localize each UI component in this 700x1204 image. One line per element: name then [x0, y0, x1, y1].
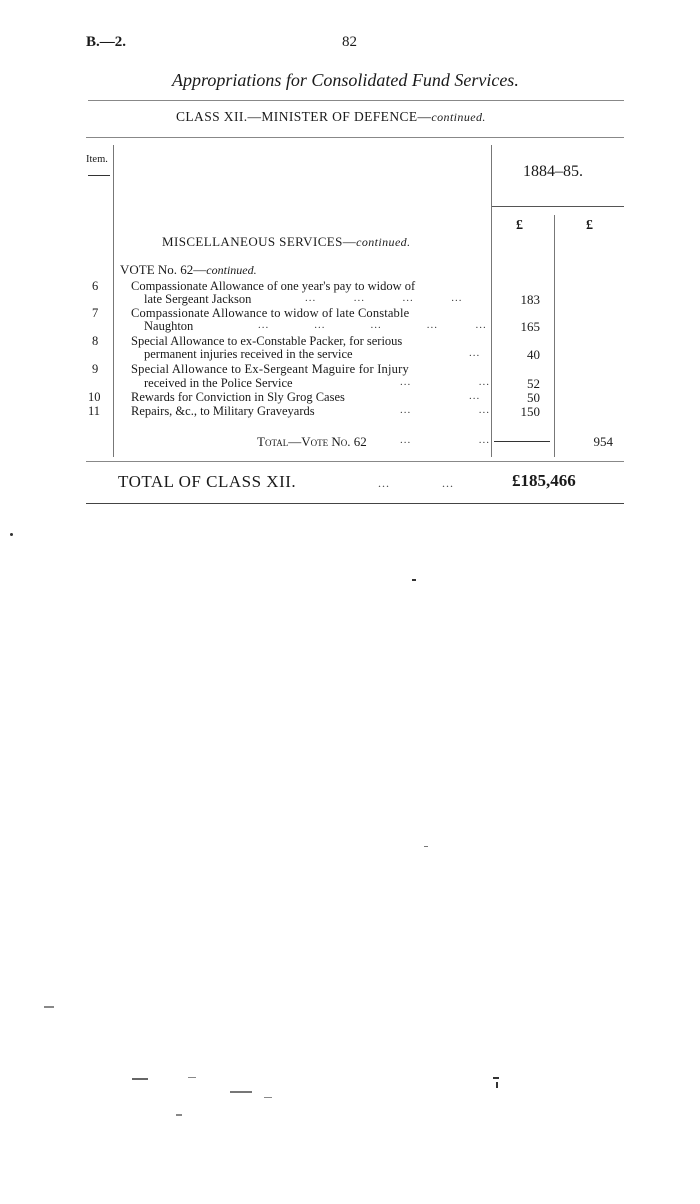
scan-speck — [496, 1082, 498, 1088]
item-amount: 183 — [520, 292, 540, 307]
leader-dots: ... ... — [378, 476, 454, 490]
class-total-label: TOTAL OF CLASS XII. — [118, 472, 297, 491]
item-description: Compassionate Allowance of one year's pay to widow of — [131, 279, 416, 293]
item-description: Special Allowance to ex-Constable Packer, for serious — [131, 334, 403, 348]
final-rule — [86, 503, 624, 504]
item-amount: 165 — [520, 319, 540, 334]
item-description: Rewards for Conviction in Sly Grog Cases — [131, 390, 345, 404]
currency-left: £ — [516, 218, 523, 233]
subtotal-rule — [494, 441, 550, 442]
scan-speck — [264, 1097, 272, 1098]
vote-total-label: Total—Vote No. 62 — [257, 434, 367, 449]
item-description-continued: late Sergeant Jackson — [144, 292, 252, 306]
item-number: 11 — [88, 404, 101, 418]
year-underline — [492, 206, 624, 207]
class-heading-continued: continued. — [431, 110, 486, 124]
table-bottom-rule — [86, 461, 624, 462]
item-column-divider — [113, 145, 114, 457]
item-amount: 52 — [527, 376, 540, 391]
year-header: 1884–85. — [523, 163, 583, 180]
item-description: Repairs, &c., to Military Graveyards — [131, 404, 315, 418]
item-header: Item. — [86, 154, 108, 165]
item-description-continued: permanent injuries received in the service — [144, 347, 353, 361]
amount-column-divider — [491, 145, 492, 457]
leader-dots: ... — [469, 347, 481, 359]
scan-speck — [132, 1078, 148, 1080]
scan-speck — [188, 1077, 196, 1078]
section-heading-continued: continued. — [356, 235, 411, 249]
item-number: 9 — [92, 362, 99, 376]
scan-speck — [424, 846, 428, 847]
section-heading — [162, 234, 410, 250]
class-heading-text: CLASS XII.—MINISTER OF DEFENCE— — [176, 109, 432, 124]
scan-speck — [176, 1114, 182, 1116]
item-amount: 150 — [520, 404, 540, 419]
leader-dots: ... ... — [400, 404, 490, 416]
vote-heading — [120, 262, 257, 278]
page-reference: B.—2. — [86, 34, 127, 50]
item-description-continued: Naughton — [144, 319, 194, 333]
item-number: 10 — [88, 390, 101, 404]
leader-dots: ... ... ... ... ... — [258, 319, 487, 331]
currency-right: £ — [586, 218, 593, 233]
section-heading-text: MISCELLANEOUS SERVICES— — [162, 234, 357, 249]
item-header-rule — [88, 175, 110, 176]
item-description-continued: received in the Police Service — [144, 376, 293, 390]
scan-speck — [493, 1077, 499, 1079]
scan-speck — [412, 579, 416, 581]
currency-column-divider — [554, 215, 555, 457]
table-top-rule — [86, 137, 624, 138]
class-total-amount: £185,466 — [512, 471, 576, 490]
vote-heading-continued: continued. — [206, 263, 257, 277]
item-amount: 50 — [527, 390, 540, 405]
item-number: 7 — [92, 306, 99, 320]
item-description: Special Allowance to Ex-Sergeant Maguire for Injury — [131, 362, 409, 376]
title-rule — [88, 100, 624, 101]
leader-dots: ... — [469, 390, 481, 402]
vote-total-amount: 954 — [593, 434, 613, 449]
leader-dots: ... ... — [400, 376, 490, 388]
class-heading — [176, 109, 486, 125]
leader-dots: ... ... — [400, 434, 490, 446]
scan-speck — [230, 1091, 252, 1093]
item-number: 6 — [92, 279, 99, 293]
item-amount: 40 — [527, 347, 540, 362]
page-title: Appropriations for Consolidated Fund Services. — [172, 70, 519, 90]
scan-speck — [44, 1006, 54, 1008]
scan-speck — [10, 533, 13, 536]
leader-dots: ... ... ... ... — [305, 292, 463, 304]
item-description: Compassionate Allowance to widow of late Constable — [131, 306, 410, 320]
page-number: 82 — [342, 34, 357, 50]
vote-heading-text: VOTE No. 62— — [120, 262, 207, 277]
item-number: 8 — [92, 334, 99, 348]
